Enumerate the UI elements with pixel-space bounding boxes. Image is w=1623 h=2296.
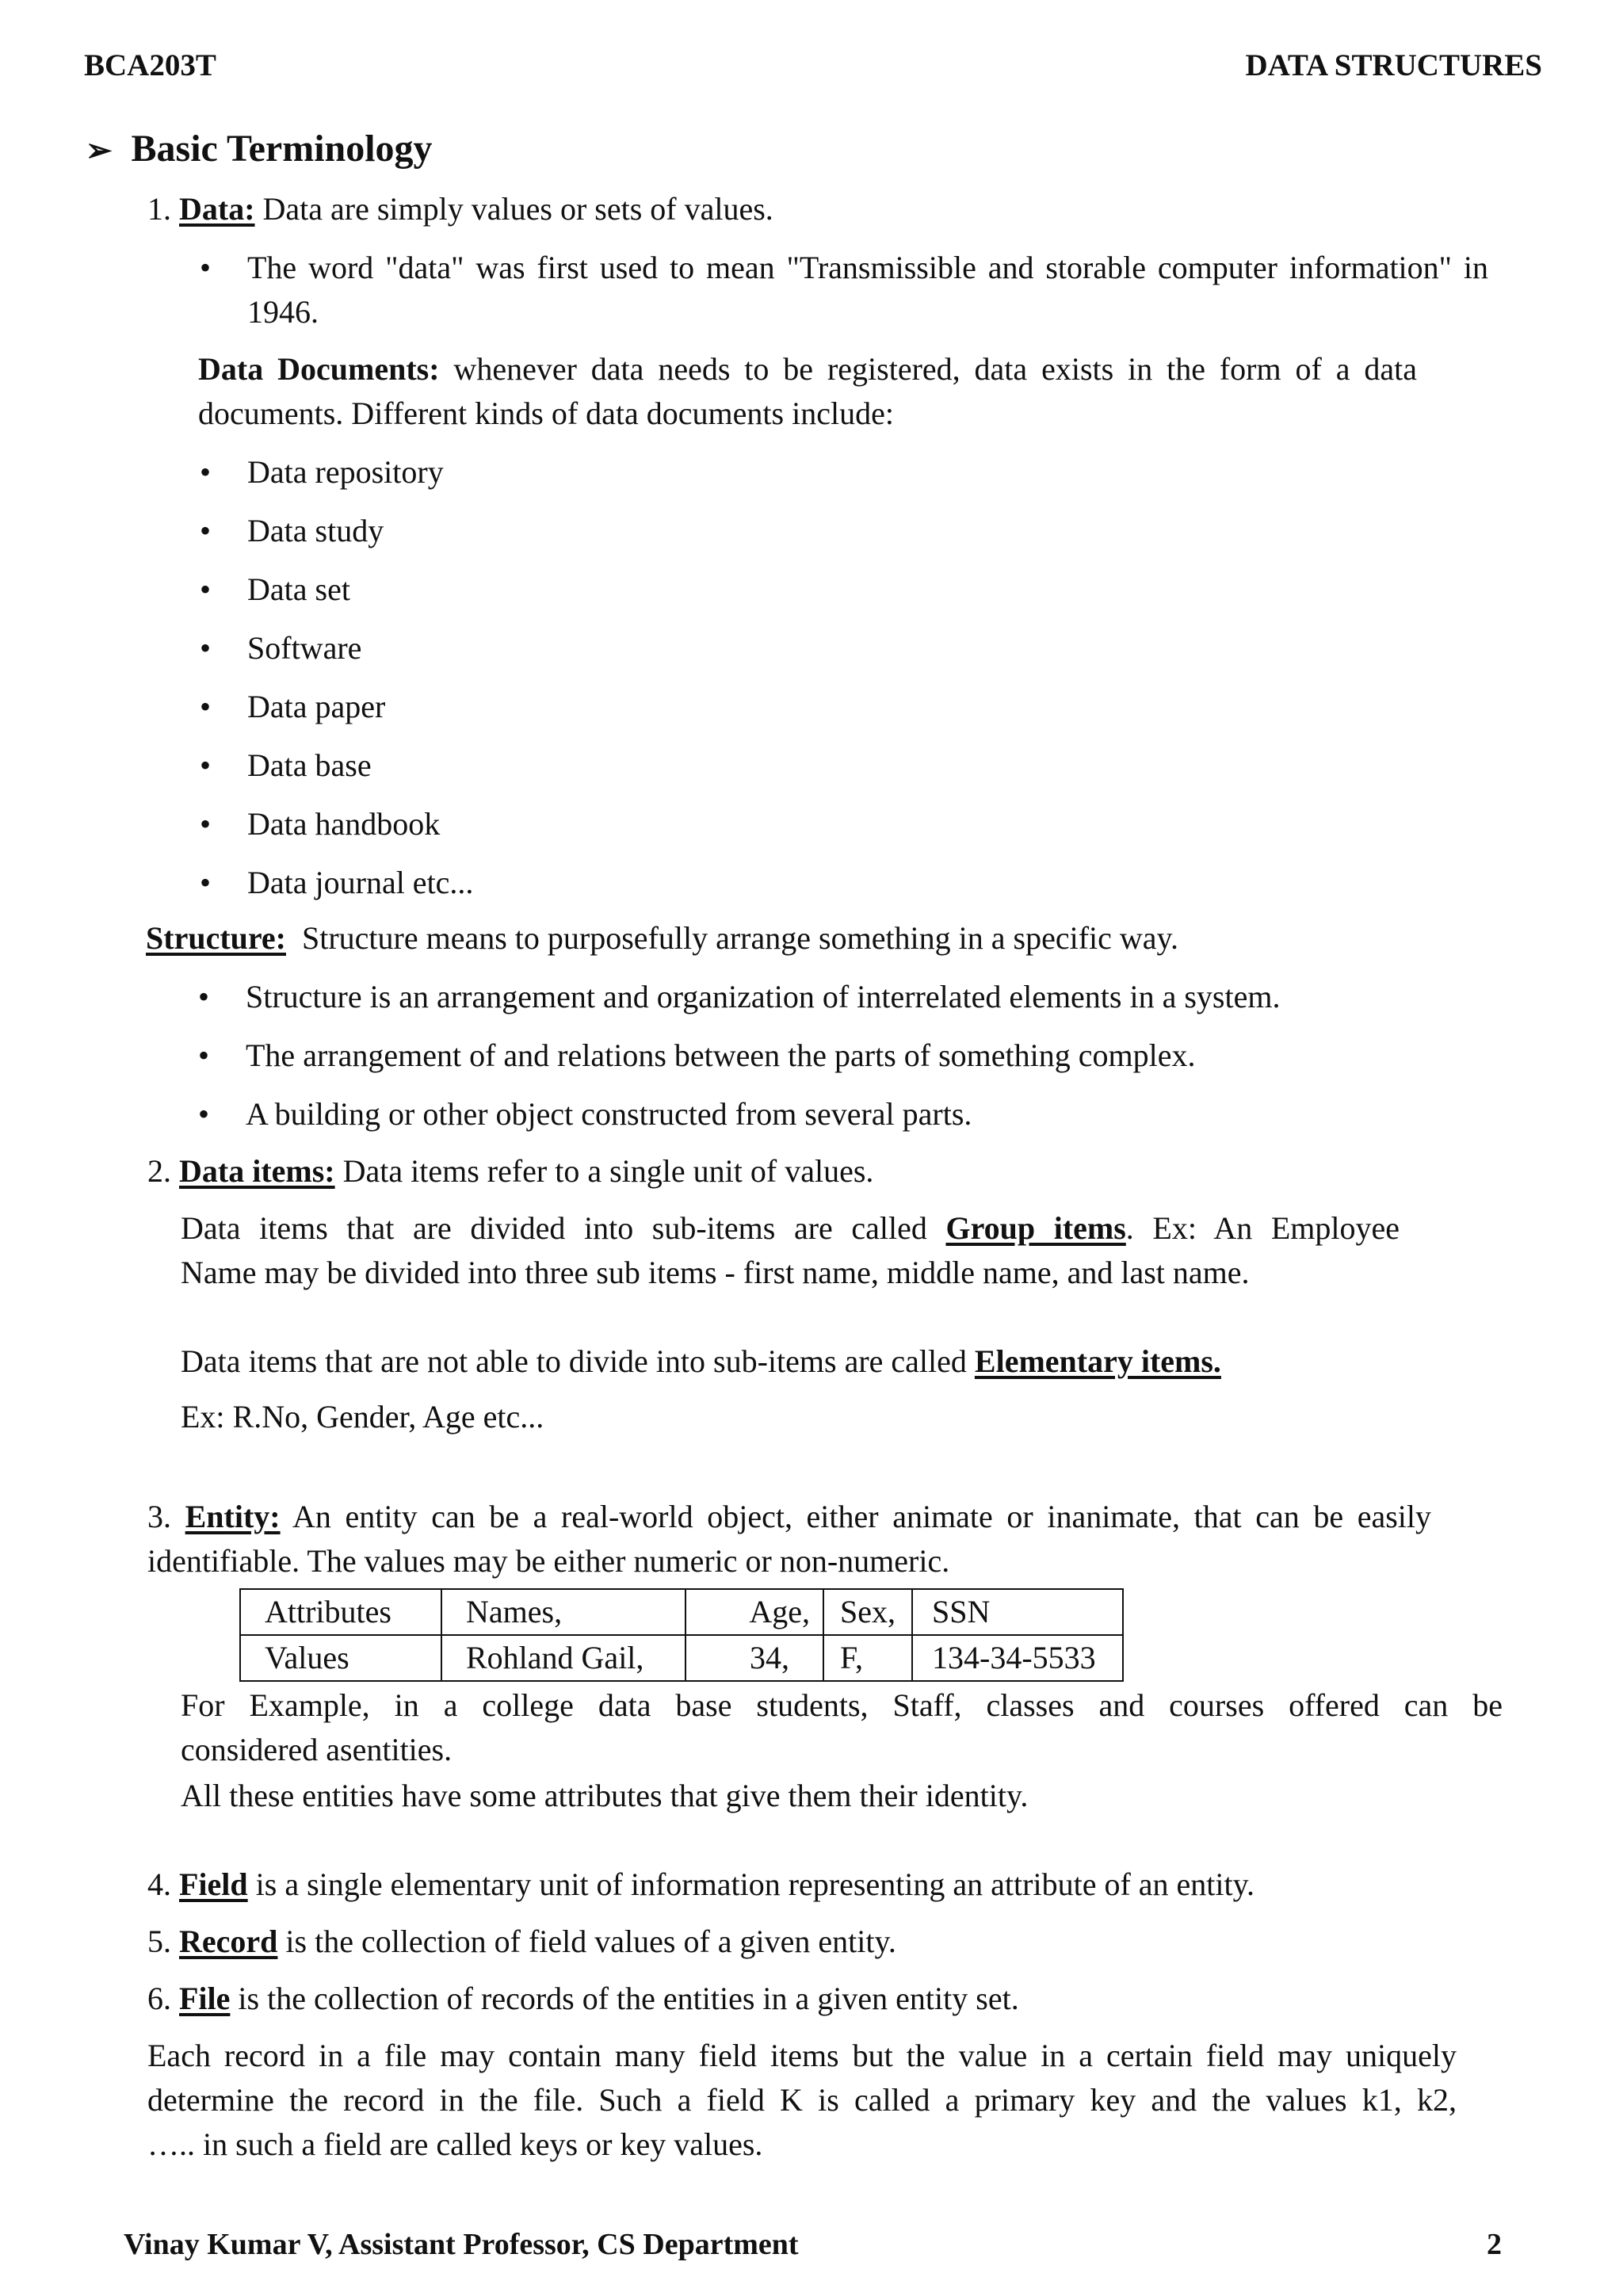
term-structure: Structure:	[146, 920, 286, 956]
data-definition	[147, 187, 773, 231]
term-data-items: Data items:	[179, 1153, 335, 1189]
table-cell: Values	[240, 1635, 441, 1681]
list-item: • Software	[247, 626, 361, 670]
paragraph-text: Data items that are not able to divide into sub-items are called	[181, 1343, 975, 1379]
bullet-text-line: 1946.	[247, 294, 319, 330]
paragraph-text: . Ex: An Employee	[1125, 1210, 1400, 1246]
term-data-documents: Data Documents:	[198, 351, 440, 387]
list-number: 2.	[147, 1153, 171, 1189]
structure-definition	[146, 916, 1178, 961]
term-record: Record	[179, 1924, 278, 1959]
page-number: 2	[1487, 2228, 1502, 2261]
table-cell: Age,	[685, 1589, 823, 1635]
definition-text: An entity can be a real-world object, either animate or inanimate, that can be easily	[280, 1499, 1432, 1534]
list-item: • Data set	[247, 567, 350, 612]
group-items-line1	[181, 1206, 1400, 1251]
table-cell: 134-34-5533	[912, 1635, 1123, 1681]
entity-example-line1: For Example, in a college data base students, Staff, classes and courses offered can be	[181, 1687, 1503, 1723]
paragraph-text: Data items that are divided into sub-items are called	[181, 1210, 946, 1246]
definition-text: Structure means to purposefully arrange something in a specific way.	[286, 920, 1178, 956]
group-items-line2: Name may be divided into three sub items - first name, middle name, and last name.	[181, 1255, 1250, 1290]
list-number: 4.	[147, 1866, 171, 1902]
list-item: • Data repository	[247, 450, 444, 495]
list-item: • Data journal etc...	[247, 861, 473, 905]
list-number: 3.	[147, 1499, 171, 1534]
term-data: Data:	[179, 191, 255, 227]
table-cell: Sex,	[823, 1589, 912, 1635]
list-item: • The arrangement of and relations between the parts of something complex.	[246, 1033, 1195, 1078]
term-file: File	[179, 1981, 231, 2016]
definition-text: is the collection of records of the entities in a given entity set.	[230, 1981, 1019, 2016]
entity-attributes-table	[239, 1588, 1124, 1682]
table-cell: SSN	[912, 1589, 1123, 1635]
file-definition	[147, 1977, 1019, 2021]
term-field: Field	[179, 1866, 248, 1902]
table-cell: 34,	[685, 1635, 823, 1681]
header-course-code: BCA203T	[84, 48, 216, 82]
definition-text: is the collection of field values of a given entity.	[277, 1924, 896, 1959]
section-title	[86, 127, 433, 170]
section-title-text: Basic Terminology	[131, 128, 433, 170]
list-item: • Data study	[247, 509, 384, 553]
closing-line3: ….. in such a field are called keys or key values.	[147, 2126, 763, 2162]
entity-example-line3: All these entities have some attributes that give them their identity.	[181, 1778, 1029, 1813]
list-number: 1.	[147, 191, 171, 227]
list-item: • A building or other object constructed from several parts.	[246, 1092, 972, 1137]
definition-text: Data are simply values or sets of values.	[254, 191, 773, 227]
header-subject: DATA STRUCTURES	[1245, 48, 1542, 82]
entity-line1	[147, 1495, 1431, 1539]
list-item: • Data paper	[247, 685, 385, 729]
list-number: 5.	[147, 1924, 171, 1959]
table-row	[240, 1635, 1123, 1681]
arrow-bullet-icon: ➢	[86, 132, 113, 168]
table-cell: Attributes	[240, 1589, 441, 1635]
field-definition	[147, 1862, 1254, 1907]
list-item: • Structure is an arrangement and organization of interrelated elements in a system.	[246, 975, 1280, 1019]
closing-line1: Each record in a file may contain many field items but the value in a certain field may uniquely	[147, 2038, 1457, 2073]
footer-author: Vinay Kumar V, Assistant Professor, CS Department	[124, 2228, 799, 2261]
list-item: • Data handbook	[247, 802, 440, 846]
data-documents-line2: documents. Different kinds of data documents include:	[198, 395, 894, 431]
bullet-text-line: The word "data" was first used to mean "Transmissible and storable computer information" in	[247, 250, 1488, 285]
entity-line2: identifiable. The values may be either numeric or non-numeric.	[147, 1543, 950, 1579]
table-row	[240, 1589, 1123, 1635]
entity-example-line2: considered asentities.	[181, 1732, 453, 1767]
table-cell: Names,	[441, 1589, 685, 1635]
definition-text: is a single elementary unit of information representing an attribute of an entity.	[247, 1866, 1255, 1902]
table-cell: Rohland Gail,	[441, 1635, 685, 1681]
closing-line2: determine the record in the file. Such a field K is called a primary key and the values k1, k2,	[147, 2082, 1457, 2118]
table-cell: F,	[823, 1635, 912, 1681]
term-group-items: Group items	[945, 1210, 1126, 1246]
elementary-items-example: Ex: R.No, Gender, Age etc...	[181, 1399, 544, 1435]
term-elementary-items: Elementary items.	[974, 1343, 1221, 1379]
elementary-items-line1	[181, 1339, 1221, 1384]
definition-text: Data items refer to a single unit of values.	[334, 1153, 874, 1189]
definition-text: whenever data needs to be registered, data exists in the form of a data	[439, 351, 1418, 387]
list-item: • Data base	[247, 743, 372, 788]
term-entity: Entity:	[185, 1499, 281, 1534]
data-documents-line1	[198, 347, 1417, 392]
data-items-definition	[147, 1149, 873, 1194]
record-definition	[147, 1920, 896, 1964]
list-number: 6.	[147, 1981, 171, 2016]
